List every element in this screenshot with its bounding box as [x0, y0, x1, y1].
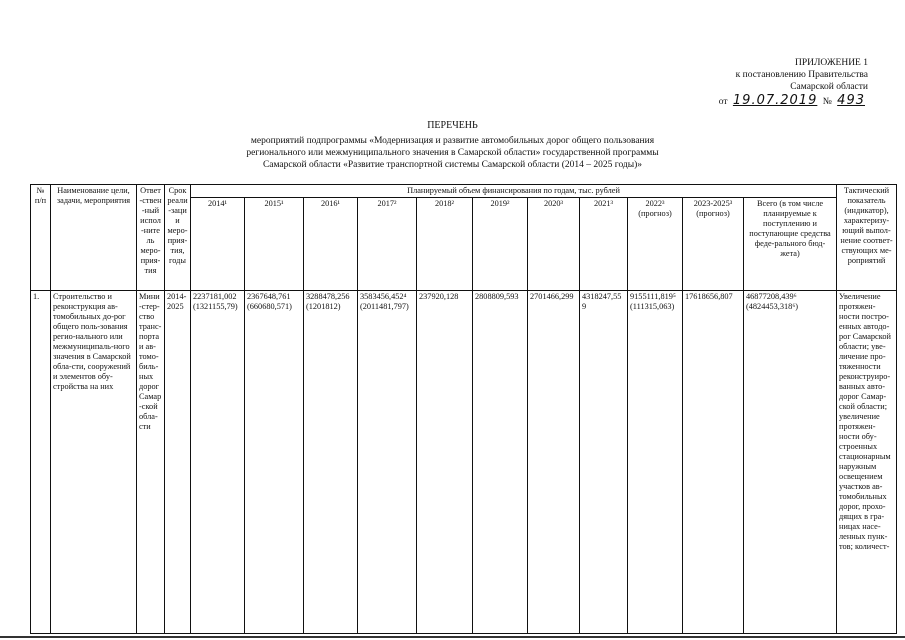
handwritten-date: 19.07.2019	[732, 93, 818, 108]
row-2019: 2808809,593	[473, 291, 528, 634]
scan-edge-line	[0, 636, 905, 638]
row-indicator: Увеличение протяжен-ности постро-енных автодо-рог Самарской области; уве-личение про-тяженности реконструиро-ванных авто-дорог Самар-ской области; увеличение протяжен-ности обу-строенных стационарным наружным освещением участков ав-томобильных дорог, прохо-дящих в гра-ницах насе-ленных пунк-тов; количест-	[837, 291, 897, 634]
header-row-1	[31, 185, 897, 198]
header-2015: 2015¹	[245, 198, 304, 291]
row-2021: 4318247,559	[580, 291, 628, 634]
row-2017: 3583456,452⁴ (2011481,797)	[358, 291, 417, 634]
header-2022: 2022³ (прогноз)	[628, 198, 683, 291]
header-financing: Планируемый объем финансирования по годам, тыс. рублей	[191, 185, 837, 198]
header-2023-2025: 2023-2025³ (прогноз)	[683, 198, 744, 291]
header-2020: 2020³	[528, 198, 580, 291]
appendix-line-2: к постановлению Правительства	[735, 70, 868, 80]
from-label: от	[718, 97, 728, 107]
row-2022: 9155111,819⁵ (111315,063)	[628, 291, 683, 634]
number-sign: №	[822, 97, 832, 107]
title-line-1: мероприятий подпрограммы «Модернизация и развитие автомобильных дорог общего пользования	[250, 136, 655, 146]
header-term: Срок реали-зации меро-прия-тия, годы	[165, 185, 191, 291]
row-2014: 2237181,002 (1321155,79)	[191, 291, 245, 634]
row-2015: 2367648,761 (660680,571)	[245, 291, 304, 634]
appendix-block	[668, 57, 868, 108]
row-2016: 3288478,256 (1201812)	[304, 291, 358, 634]
title-line-3: Самарской области «Развитие транспортной системы Самарской области (2014 – 2025 годы)»	[262, 160, 643, 170]
table-row	[31, 291, 897, 634]
header-2021: 2021³	[580, 198, 628, 291]
row-2020: 2701466,299	[528, 291, 580, 634]
row-2023-2025: 17618656,807	[683, 291, 744, 634]
header-num: № п/п	[31, 185, 51, 291]
handwritten-number: 493	[837, 93, 865, 108]
row-total: 46877208,439⁶ (4824453,318⁶)	[744, 291, 837, 634]
financing-table	[30, 184, 897, 634]
header-2014: 2014¹	[191, 198, 245, 291]
header-2019: 2019²	[473, 198, 528, 291]
appendix-title: ПРИЛОЖЕНИЕ 1	[794, 58, 868, 68]
title-line-2: регионального или межмуниципального значения в Самарской области» государственной программы	[246, 148, 659, 158]
appendix-date-line	[668, 95, 868, 108]
header-2017: 2017²	[358, 198, 417, 291]
title-heading: ПЕРЕЧЕНЬ	[427, 120, 478, 131]
header-2018: 2018²	[417, 198, 473, 291]
header-responsible: Ответ-ствен-ный испол-нитель меро-прия-тия	[137, 185, 165, 291]
row-responsible: Мини-стер-ство транс-порта и ав-томо-биль-ных дорог Самар-ской обла-сти	[137, 291, 165, 634]
row-num: 1.	[31, 291, 51, 634]
header-name: Наименование цели, задачи, мероприятия	[51, 185, 137, 291]
appendix-line-3: Самарской области	[790, 82, 868, 92]
document-title	[0, 120, 905, 171]
row-2018: 237920,128	[417, 291, 473, 634]
header-2016: 2016¹	[304, 198, 358, 291]
header-total: Всего (в том числе планируемые к поступлению и поступающие средства феде-рального бюд-жета)	[744, 198, 837, 291]
row-term: 2014-2025	[165, 291, 191, 634]
row-name: Строительство и реконструкция ав-томобильных до-рог общего поль-зования регио-нального или межмуниципаль-ного значения в Самарской обла-сти, сооружений и элементов обу-стройства на них	[51, 291, 137, 634]
header-indicator: Тактический показатель (индикатор), характеризу-ющий выпол-нение соответ-ствующих ме-роприятий	[837, 185, 897, 291]
